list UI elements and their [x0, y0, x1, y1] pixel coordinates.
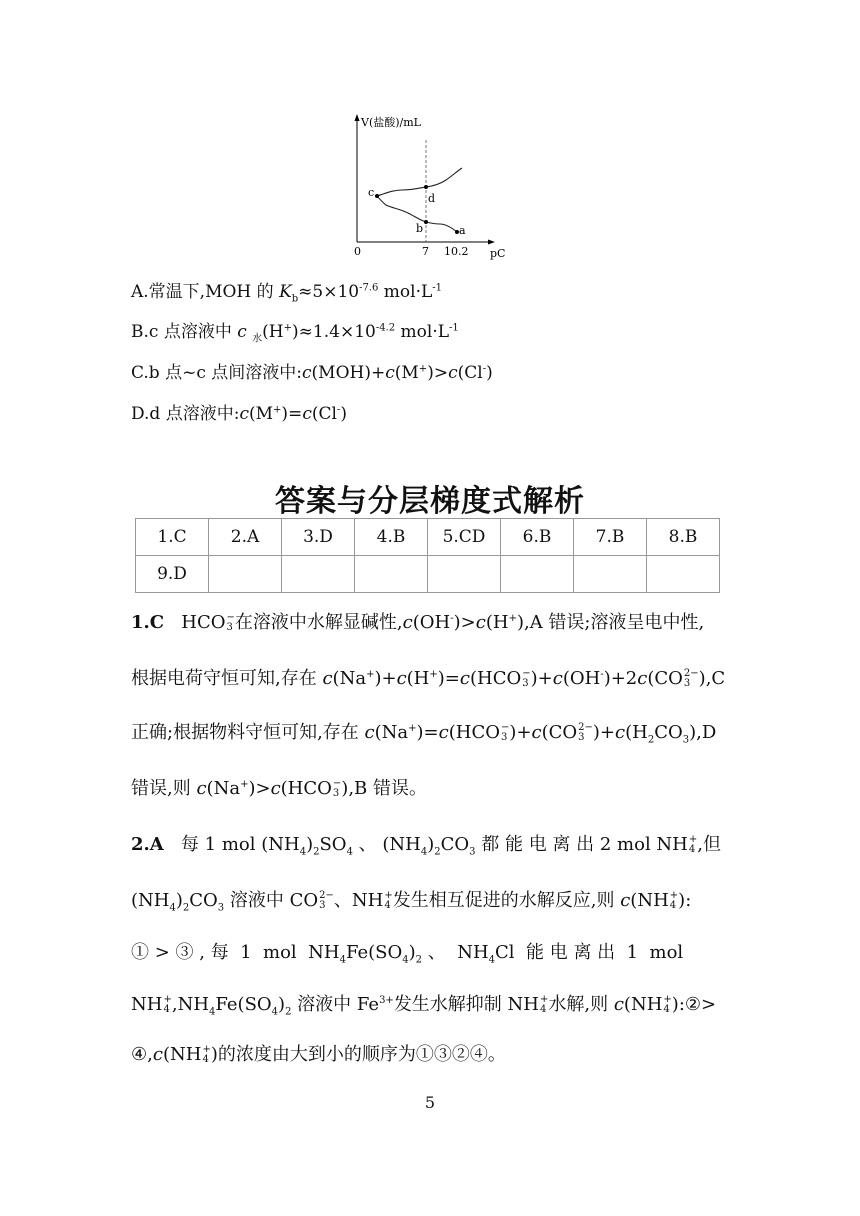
label-c: c: [368, 186, 375, 199]
x-axis-label: pC: [490, 247, 506, 260]
answer-cell: 1.C: [136, 519, 209, 556]
q1-line-4: 错误,则 c(Na+)>c(HCO − 3 ),B 错误。: [131, 778, 427, 799]
answer-cell: [428, 556, 501, 593]
option-a: A.常温下,MOH 的 $K_b\approx 5\times 10^{-7.6}$ $mol\cdot L^{-1}$: [131, 282, 443, 305]
point-d: [424, 185, 428, 189]
titration-chart: [340, 110, 520, 262]
q1-line-1: 1.C HCO − 3 在溶液中水解显碱性,c(OH-)>c(H+),A 错误;溶液呈电中性,: [131, 612, 705, 633]
answer-cell: [355, 556, 428, 593]
answer-cell: 9.D: [136, 556, 209, 593]
x-tick-10-2: 10.2: [444, 245, 469, 258]
q2-line-5: ④,c(NH + 4 )的浓度由大到小的顺序为①③②④。: [131, 1044, 506, 1065]
answer-row: [136, 519, 720, 556]
q1-line-3: 正确;根据物料守恒可知,存在 c(Na+)=c(HCO − 3 )+c(CO 2− 3 )$+c(H_2CO_3),D$: [131, 722, 717, 746]
section-title: 答案与分层梯度式解析: [275, 484, 585, 519]
label-b: b: [416, 222, 424, 235]
answer-cell: 6.B: [501, 519, 574, 556]
answer-cell: [209, 556, 282, 593]
answer-table: [135, 518, 720, 593]
label-a: a: [459, 224, 466, 237]
q2-line-3: ① > ③ , 每 1 mol $NH_4Fe(SO_4)_2$ 、 $NH_4Cl$ 能 电 离 出 1 mol: [131, 942, 684, 966]
q2-line-1: 2.A 每 1 mol $(NH_4)_2SO_4$ 、 $(NH_4)_2CO_3$ 都 能 电 离 出 2 mol NH + 4 ,但: [131, 834, 722, 858]
q1-label: 1.C: [131, 612, 165, 633]
answer-row: [136, 556, 720, 593]
answer-cell: 5.CD: [428, 519, 501, 556]
answer-cell: [647, 556, 720, 593]
option-c: C.b 点~c 点间溶液中:c(MOH)+c(M+)>c(Cl-): [131, 363, 493, 383]
q1-line-2: 根据电荷守恒可知,存在 c(Na+)+c(H+)=c(HCO − 3 )+c(OH-)+2c(CO 2− 3 ),C: [131, 668, 726, 689]
curve-upper: [377, 168, 462, 196]
y-axis-arrow: [355, 114, 360, 121]
x-tick-7: 7: [422, 245, 429, 258]
label-d: d: [428, 192, 436, 205]
option-d: D.d 点溶液中:c(M+)=c(Cl-): [131, 404, 347, 424]
answer-cell: 8.B: [647, 519, 720, 556]
answer-cell: [574, 556, 647, 593]
answer-cell: [501, 556, 574, 593]
x-tick-0: 0: [354, 245, 361, 258]
point-c: [375, 194, 379, 198]
option-b: B.c 点溶液中 c $_水(H^+)\approx 1.4\times 10^{-4.2}$ $mol\cdot L^{-1}$: [131, 322, 459, 345]
answer-cell: 4.B: [355, 519, 428, 556]
q2-line-2: $(NH_4)_2CO_3$ 溶液中 CO 2− 3 、NH + 4 发生相互促进的水解反应,则 c(NH + 4 ):: [131, 890, 692, 914]
x-axis-arrow: [488, 240, 495, 245]
answer-cell: 3.D: [282, 519, 355, 556]
q2-line-4: NH + 4 $,NH_4Fe(SO_4)_2$ 溶液中 $Fe^{3+}$发生水解抑制 NH + 4 水解,则 c(NH + 4 ):②>: [131, 994, 717, 1018]
answer-cell: 7.B: [574, 519, 647, 556]
y-axis-label: V(盐酸)/mL: [361, 116, 421, 129]
page-number: 5: [424, 1093, 436, 1112]
answer-cell: [282, 556, 355, 593]
q2-label: 2.A: [131, 834, 164, 855]
point-b: [424, 220, 428, 224]
answer-cell: 2.A: [209, 519, 282, 556]
